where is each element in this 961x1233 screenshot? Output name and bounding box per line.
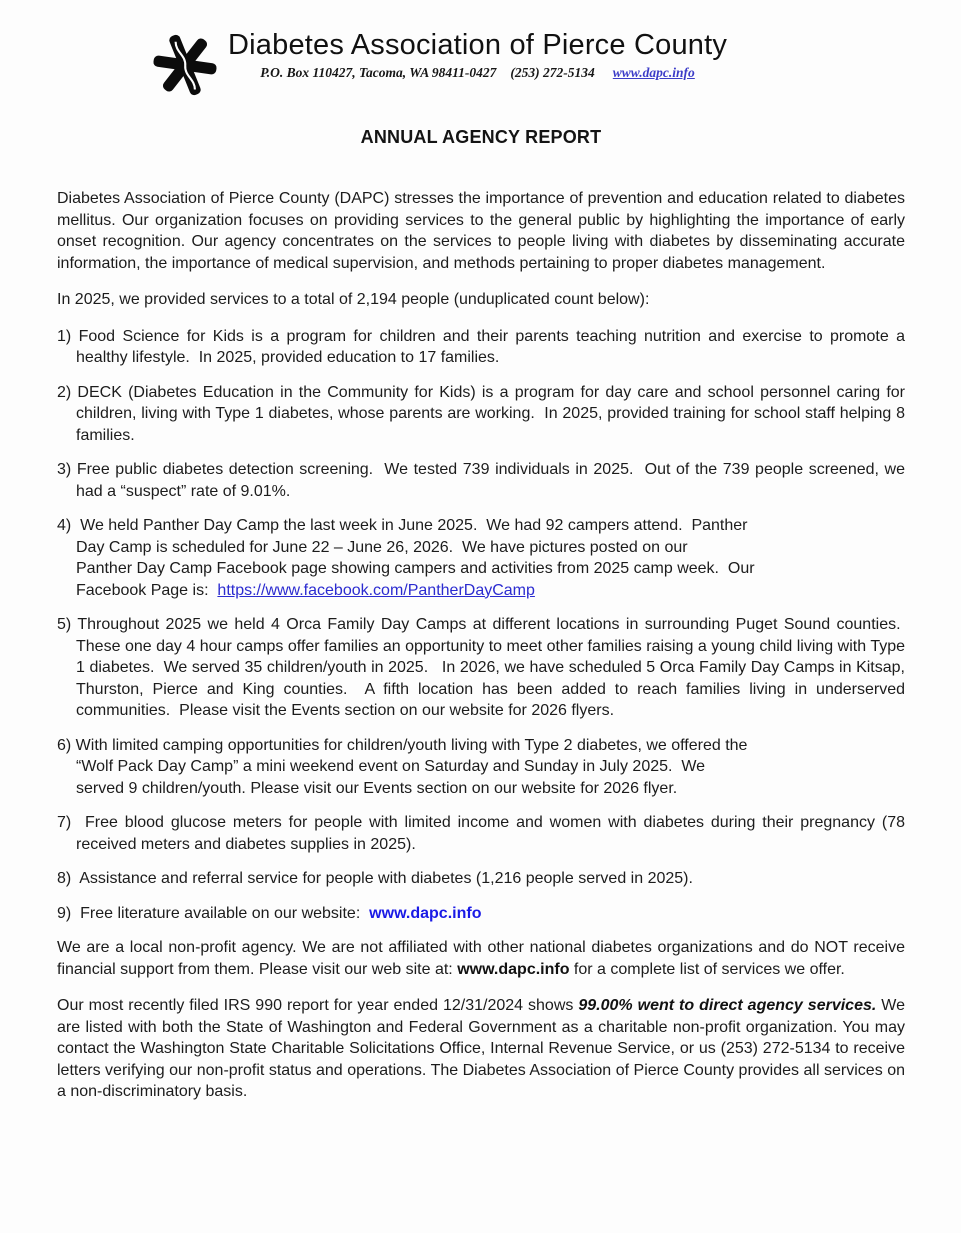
org-address-line [228,65,727,81]
website-bold-text: www.dapc.info [457,960,570,978]
website-link[interactable]: www.dapc.info [369,904,482,922]
report-list-item: 9) Free literature available on our website: www.dapc.info [57,904,482,922]
item-number: 8) [57,870,72,887]
item-number: 9) [57,904,72,922]
item-number: 1) [57,327,72,345]
report-list-item: 6) With limited camping opportunities for children/youth living with Type 2 diabetes, we offered the “Wolf Pack Day Camp” a mini weekend event on Saturday and Sunday in July 2025. We served 9 children/youth. Please visit our Events section on our website for 2026 flyer. [57,736,748,797]
closing-paragraph-1: We are a local non-profit agency. We are not affiliated with other national diabetes organizations and do NOT receive financial support from them. Please visit our web site at: www.dapc.info for a complete list of services we offer. [57,939,905,978]
program-list [57,326,905,925]
report-list-item: 5) Throughout 2025 we held 4 Orca Family Day Camps at different locations in surrounding Puget Sound counties. These one day 4 hour camps offer families an opportunity to meet other families raising a young child living with Type 1 diabetes. We served 35 children/youth in 2025. In 2026, we have scheduled 5 Orca Family Day Camps in Kitsap, Thurston, Pierce and King counties. A fifth location has been added to reach families living in underserved communities. Please visit the Events section on our website for 2026 flyers. [57,616,905,719]
item-number: 2) [57,383,72,401]
item-number: 3) [57,461,72,478]
star-of-life-logo [152,30,218,105]
item-number: 4) [57,517,72,534]
facebook-link[interactable]: https://www.facebook.com/PantherDayCamp [217,581,535,599]
header-website-link[interactable]: www.dapc.info [612,65,695,80]
org-name: Diabetes Association of Pierce County [228,29,728,61]
letterhead-text [228,28,727,81]
intro-paragraph-2: In 2025, we provided services to a total of 2,194 people (unduplicated count below): [57,291,650,308]
direct-services-emphasis: 99.00% went to direct agency services. [578,997,877,1014]
intro-paragraph-1: Diabetes Association of Pierce County (DAPC) stresses the importance of prevention and education related to diabetes mellitus. Our organization focuses on providing services to the general public by highlighting the importance of early onset recognition. Our agency concentrates on the services to people living with diabetes by disseminating accurate information, the importance of medical supervision, and methods pertaining to proper diabetes management. [57,190,905,272]
report-title: ANNUAL AGENCY REPORT [360,127,602,147]
report-list-item: 4) We held Panther Day Camp the last week in June 2025. We had 92 campers attend. Panther Day Camp is scheduled for June 22 – June 26, 2026. We have pictures posted on our Panther Day Camp Facebook page showing campers and activities from 2025 camp week. Our Facebook Page is: https://www.facebook.com/PantherDayCamp [57,517,755,599]
org-address: P.O. Box 110427, Tacoma, WA 98411-0427 [260,65,497,80]
report-list-item: 2) DECK (Diabetes Education in the Community for Kids) is a program for day care and school personnel caring for children, living with Type 1 diabetes, whose parents are working. In 2025, provided training for school staff helping 8 families. [57,383,905,444]
report-list-item: 7) Free blood glucose meters for people with limited income and women with diabetes during their pregnancy (78 received meters and diabetes supplies in 2025). [57,814,905,853]
item-number: 6) [57,736,72,754]
item-number: 5) [57,616,72,633]
item-number: 7) [57,814,72,831]
org-phone: (253) 272-5134 [510,65,595,80]
report-body [57,188,905,1103]
report-list-item: 1) Food Science for Kids is a program for children and their parents teaching nutrition and exercise to promote a healthy lifestyle. In 2025, provided education to 17 families. [57,327,905,366]
report-list-item: 8) Assistance and referral service for people with diabetes (1,216 people served in 2025). [57,870,693,887]
closing-paragraph-2: Our most recently filed IRS 990 report for year ended 12/31/2024 shows 99.00% went to direct agency services. We are listed with both the State of Washington and Federal Government as a charitable non-profit organization. You may contact the Washington State Charitable Solicitations Office, Internal Revenue Service, or us (253) 272-5134 to receive letters verifying our non-profit status and operations. The Diabetes Association of Pierce County provides all services on a non-discriminatory basis. [57,997,906,1100]
report-list-item: 3) Free public diabetes detection screening. We tested 739 individuals in 2025. Out of the 739 people screened, we had a “suspect” rate of 9.01%. [57,461,905,500]
letterhead [152,28,905,105]
